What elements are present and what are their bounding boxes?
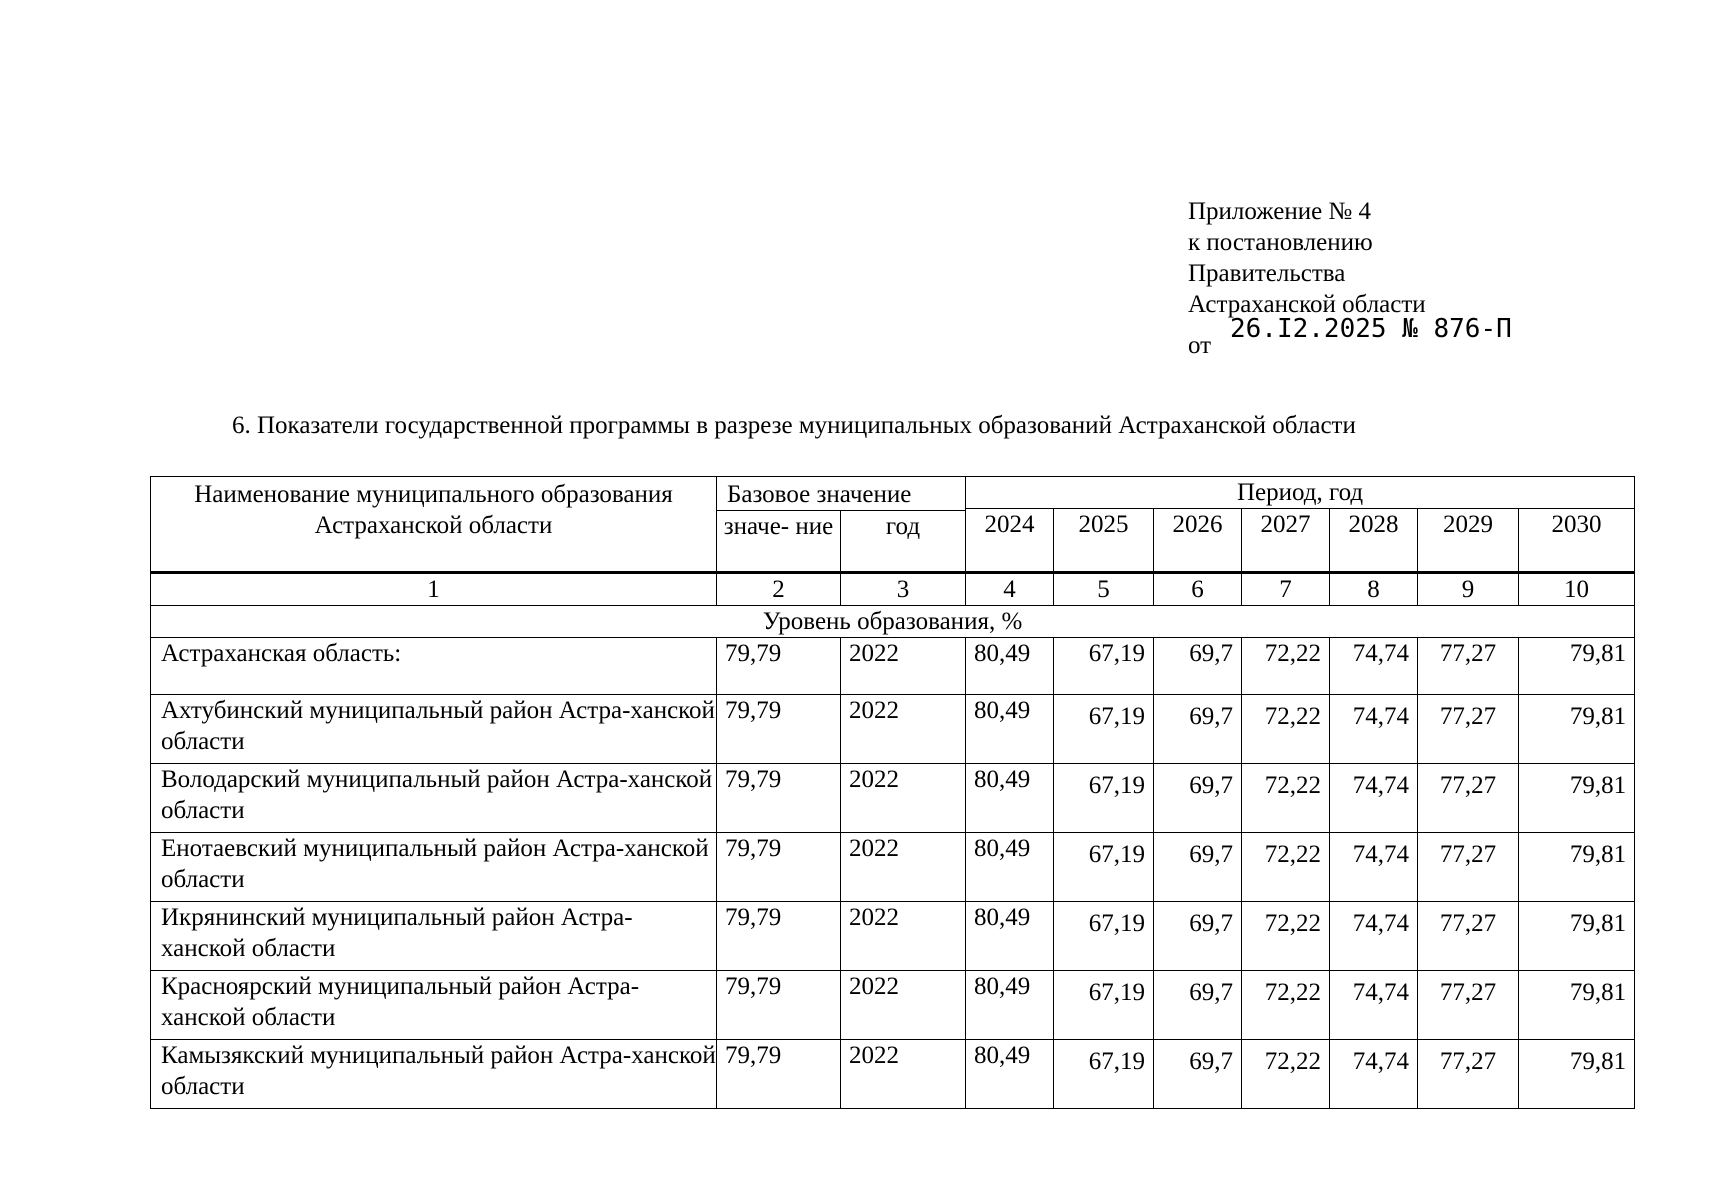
table-row <box>151 902 1635 971</box>
row-base-year: 2022 <box>841 695 966 764</box>
column-number: 2 <box>717 573 841 606</box>
attachment-line: Астраханской области <box>1188 291 1426 318</box>
header-year: 2027 <box>1242 509 1330 573</box>
header-year: 2030 <box>1519 509 1635 573</box>
row-value-2027: 72,22 <box>1242 833 1330 902</box>
row-base-value: 79,79 <box>717 833 841 902</box>
row-value-2029: 77,27 <box>1418 695 1519 764</box>
row-base-year: 2022 <box>841 764 966 833</box>
row-value-2027: 72,22 <box>1242 764 1330 833</box>
row-value-2026: 69,7 <box>1154 833 1242 902</box>
row-value-2025: 67,19 <box>1054 1040 1154 1109</box>
row-value-2028: 74,74 <box>1330 695 1418 764</box>
row-value-2028: 74,74 <box>1330 833 1418 902</box>
column-number: 6 <box>1154 573 1242 606</box>
row-base-value: 79,79 <box>717 695 841 764</box>
row-value-2027: 72,22 <box>1242 971 1330 1040</box>
row-base-year: 2022 <box>841 1040 966 1109</box>
row-value-2029: 77,27 <box>1418 971 1519 1040</box>
row-value-2024: 80,49 <box>966 902 1054 971</box>
row-value-2029: 77,27 <box>1418 638 1519 695</box>
header-year-label: год <box>841 511 966 573</box>
row-value-2028: 74,74 <box>1330 764 1418 833</box>
row-value-2026: 69,7 <box>1154 902 1242 971</box>
row-value-2024: 80,49 <box>966 638 1054 695</box>
column-number: 1 <box>151 573 717 606</box>
row-value-2025: 67,19 <box>1054 971 1154 1040</box>
row-value-2025: 67,19 <box>1054 695 1154 764</box>
row-value-2024: 80,49 <box>966 764 1054 833</box>
column-number: 9 <box>1418 573 1519 606</box>
row-value-2028: 74,74 <box>1330 1040 1418 1109</box>
header-year: 2029 <box>1418 509 1519 573</box>
row-value-2027: 72,22 <box>1242 638 1330 695</box>
attachment-line: Правительства <box>1188 260 1346 287</box>
row-name: Камызякский муниципальный район Астра-ханской области <box>151 1040 717 1109</box>
header-period: Период, год <box>966 477 1635 509</box>
row-value-2025: 67,19 <box>1054 833 1154 902</box>
row-value-2028: 74,74 <box>1330 902 1418 971</box>
table-row <box>151 764 1635 833</box>
attachment-date-line <box>1188 314 1512 359</box>
table-row <box>151 971 1635 1040</box>
row-value-2024: 80,49 <box>966 1040 1054 1109</box>
row-base-year: 2022 <box>841 638 966 695</box>
column-number: 10 <box>1519 573 1635 606</box>
row-base-value: 79,79 <box>717 902 841 971</box>
date-stamp: 26.I2.2025 № 876-П <box>1230 314 1512 344</box>
column-numbers-row <box>151 573 1635 606</box>
row-value-2026: 69,7 <box>1154 695 1242 764</box>
row-value-2029: 77,27 <box>1418 833 1519 902</box>
row-value-2025: 67,19 <box>1054 902 1154 971</box>
table-row <box>151 638 1635 695</box>
column-number: 4 <box>966 573 1054 606</box>
section-title: 6. Показатели государственной программы в разрезе муниципальных образований Астраханской области <box>232 412 1356 439</box>
header-value-label: значе- ние <box>717 511 841 573</box>
row-value-2026: 69,7 <box>1154 638 1242 695</box>
column-number: 7 <box>1242 573 1330 606</box>
row-value-2030: 79,81 <box>1519 764 1635 833</box>
header-year: 2024 <box>966 509 1054 573</box>
row-value-2025: 67,19 <box>1054 764 1154 833</box>
column-number: 8 <box>1330 573 1418 606</box>
row-base-value: 79,79 <box>717 638 841 695</box>
row-base-year: 2022 <box>841 833 966 902</box>
row-name: Красноярский муниципальный район Астра-ханской области <box>151 971 717 1040</box>
attachment-block <box>1188 196 1512 359</box>
attachment-line: к постановлению <box>1188 229 1373 256</box>
table-row <box>151 1040 1635 1109</box>
row-value-2029: 77,27 <box>1418 1040 1519 1109</box>
row-value-2026: 69,7 <box>1154 1040 1242 1109</box>
row-value-2027: 72,22 <box>1242 695 1330 764</box>
row-value-2027: 72,22 <box>1242 902 1330 971</box>
row-value-2030: 79,81 <box>1519 638 1635 695</box>
attachment-line: Приложение № 4 <box>1188 198 1372 225</box>
row-name: Ахтубинский муниципальный район Астра-ханской области <box>151 695 717 764</box>
section-row <box>151 606 1635 638</box>
row-base-year: 2022 <box>841 902 966 971</box>
table-row <box>151 833 1635 902</box>
row-value-2025: 67,19 <box>1054 638 1154 695</box>
header-name: Наименование муниципального образования Астраханской области <box>151 477 717 573</box>
header-year: 2026 <box>1154 509 1242 573</box>
row-value-2026: 69,7 <box>1154 764 1242 833</box>
row-value-2027: 72,22 <box>1242 1040 1330 1109</box>
row-value-2026: 69,7 <box>1154 971 1242 1040</box>
row-base-value: 79,79 <box>717 1040 841 1109</box>
column-number: 5 <box>1054 573 1154 606</box>
row-value-2024: 80,49 <box>966 971 1054 1040</box>
indicators-table <box>150 476 1635 1109</box>
row-name: Енотаевский муниципальный район Астра-ханской области <box>151 833 717 902</box>
row-value-2030: 79,81 <box>1519 971 1635 1040</box>
row-value-2028: 74,74 <box>1330 638 1418 695</box>
row-name: Астраханская область: <box>151 638 717 695</box>
row-value-2030: 79,81 <box>1519 902 1635 971</box>
row-value-2029: 77,27 <box>1418 902 1519 971</box>
date-prefix: от <box>1188 332 1212 359</box>
row-value-2028: 74,74 <box>1330 971 1418 1040</box>
row-base-value: 79,79 <box>717 764 841 833</box>
header-year: 2028 <box>1330 509 1418 573</box>
row-name: Икрянинский муниципальный район Астра-ханской области <box>151 902 717 971</box>
row-value-2024: 80,49 <box>966 833 1054 902</box>
row-value-2030: 79,81 <box>1519 695 1635 764</box>
row-base-year: 2022 <box>841 971 966 1040</box>
header-base-value: Базовое значение <box>717 477 966 511</box>
table-row <box>151 695 1635 764</box>
section-label: Уровень образования, % <box>151 606 1635 638</box>
row-base-value: 79,79 <box>717 971 841 1040</box>
row-value-2030: 79,81 <box>1519 1040 1635 1109</box>
row-value-2024: 80,49 <box>966 695 1054 764</box>
row-value-2029: 77,27 <box>1418 764 1519 833</box>
column-number: 3 <box>841 573 966 606</box>
row-value-2030: 79,81 <box>1519 833 1635 902</box>
row-name: Володарский муниципальный район Астра-ханской области <box>151 764 717 833</box>
header-year: 2025 <box>1054 509 1154 573</box>
